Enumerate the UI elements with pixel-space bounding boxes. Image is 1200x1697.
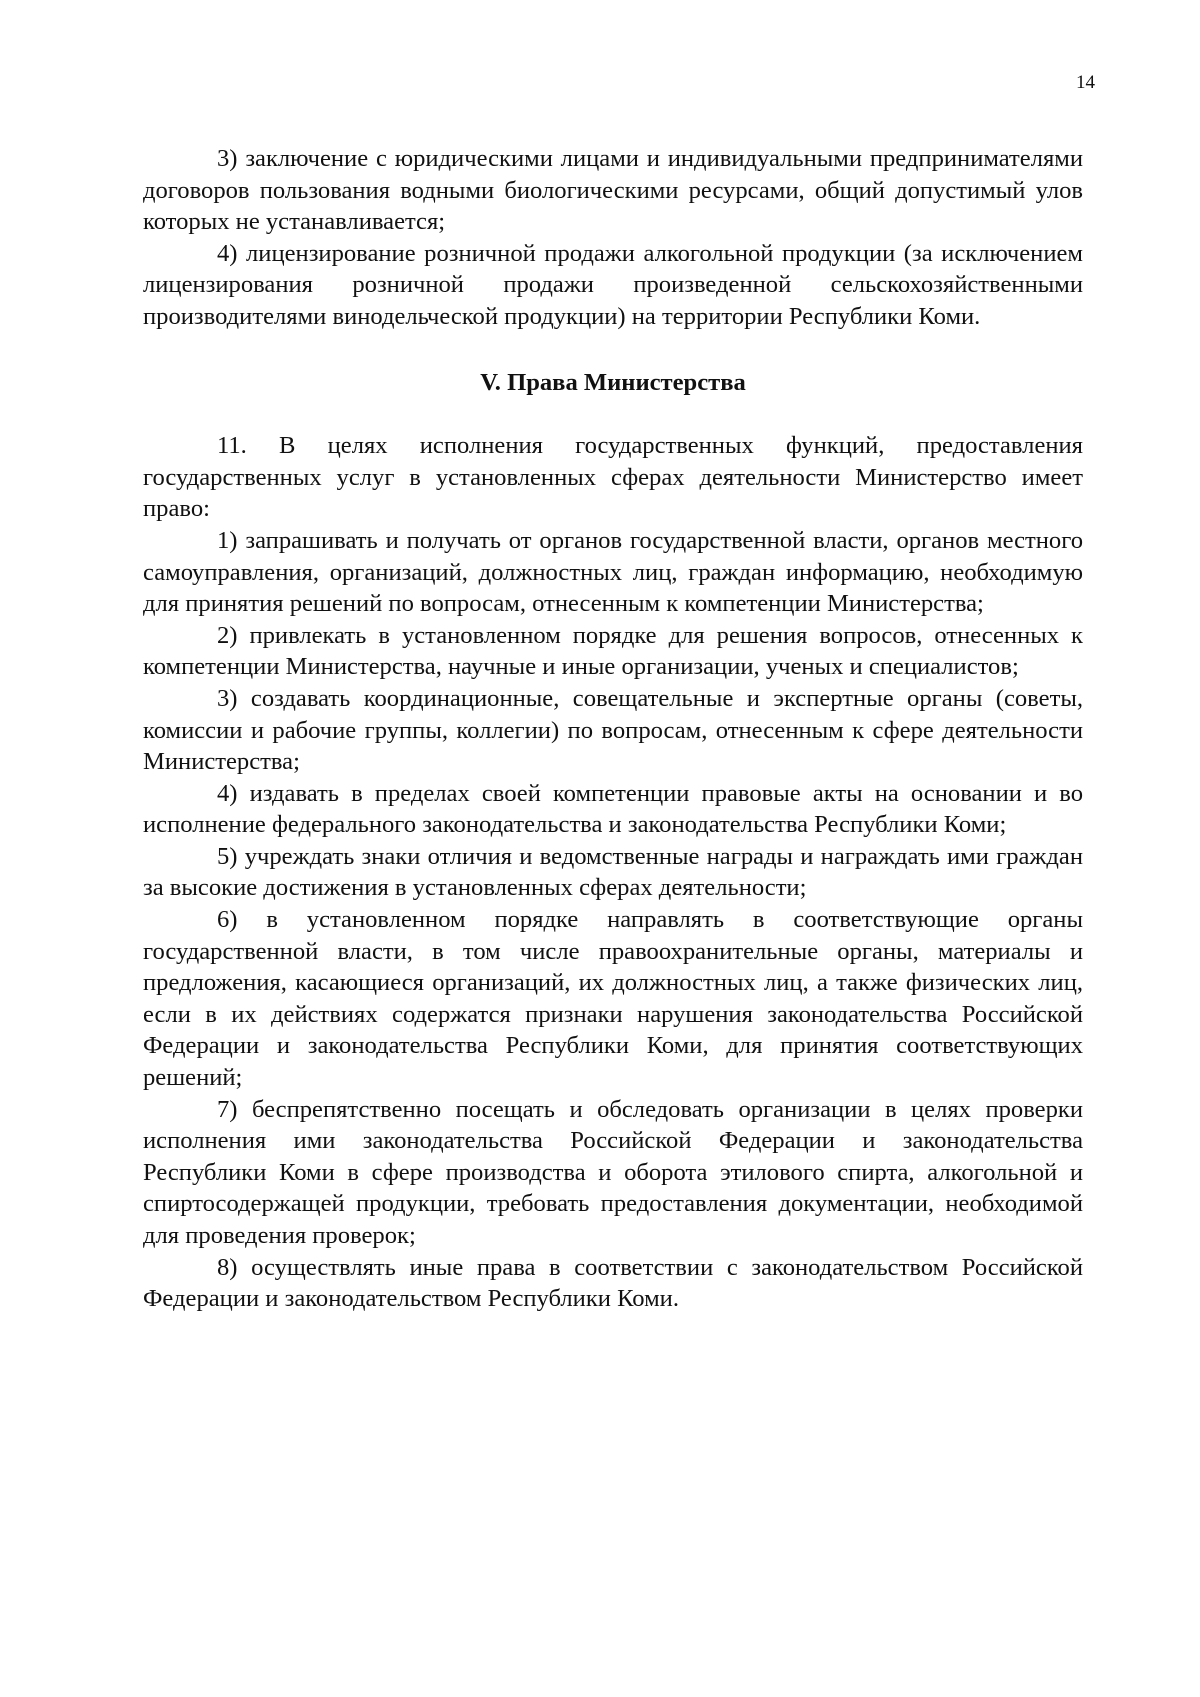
page-number: 14	[1076, 72, 1095, 93]
document-body	[143, 143, 1083, 1315]
paragraph-right-4: 4) издавать в пределах своей компетенции правовые акты на основании и во исполнение федерального законодательства и законодательства Республики Коми;	[143, 779, 1083, 839]
paragraph-right-5: 5) учреждать знаки отличия и ведомственные награды и награждать ими граждан за высокие достижения в установленных сферах деятельности;	[143, 842, 1083, 902]
paragraph-item-4: 4) лицензирование розничной продажи алкогольной продукции (за исключением лицензирования розничной продажи произведенной сельскохозяйственными производителями винодельческой продукции) на территории Республики Коми.	[143, 239, 1083, 330]
paragraph-clause-11: 11. В целях исполнения государственных функций, предоставления государственных услуг в установленных сферах деятельности Министерство имеет право:	[143, 432, 1083, 523]
paragraph-right-8: 8) осуществлять иные права в соответствии с законодательством Российской Федерации и законодательством Республики Коми.	[143, 1253, 1083, 1313]
section-heading: V. Права Министерства	[480, 368, 746, 396]
paragraph-right-7: 7) беспрепятственно посещать и обследовать организации в целях проверки исполнения ими законодательства Российской Федерации и законодательства Республики Коми в сфере производства и оборота этилового спирта, алкогольной и спиртосодержащей продукции, требовать предоставления документации, необходимой для проведения проверок;	[143, 1095, 1083, 1249]
paragraph-item-3: 3) заключение с юридическими лицами и индивидуальными предпринимателями договоров пользования водными биологическими ресурсами, общий допустимый улов которых не устанавливается;	[143, 145, 1083, 236]
paragraph-right-1: 1) запрашивать и получать от органов государственной власти, органов местного самоуправления, организаций, должностных лиц, граждан информацию, необходимую для принятия решений по вопросам, отнесенным к компетенции Министерства;	[143, 526, 1083, 618]
paragraph-right-2: 2) привлекать в установленном порядке для решения вопросов, отнесенных к компетенции Министерства, научные и иные организации, ученых и специалистов;	[143, 621, 1083, 681]
paragraph-right-6: 6) в установленном порядке направлять в соответствующие органы государственной власти, в том числе правоохранительные органы, материалы и предложения, касающиеся организаций, их должностных лиц, а также физических лиц, если в их действиях содержатся признаки нарушения законодательства Российской Федерации и законодательства Республики Коми, для принятия соответствующих решений;	[143, 906, 1083, 1092]
paragraph-right-3: 3) создавать координационные, совещательные и экспертные органы (советы, комиссии и рабочие группы, коллегии) по вопросам, отнесенным к сфере деятельности Министерства;	[143, 684, 1083, 776]
